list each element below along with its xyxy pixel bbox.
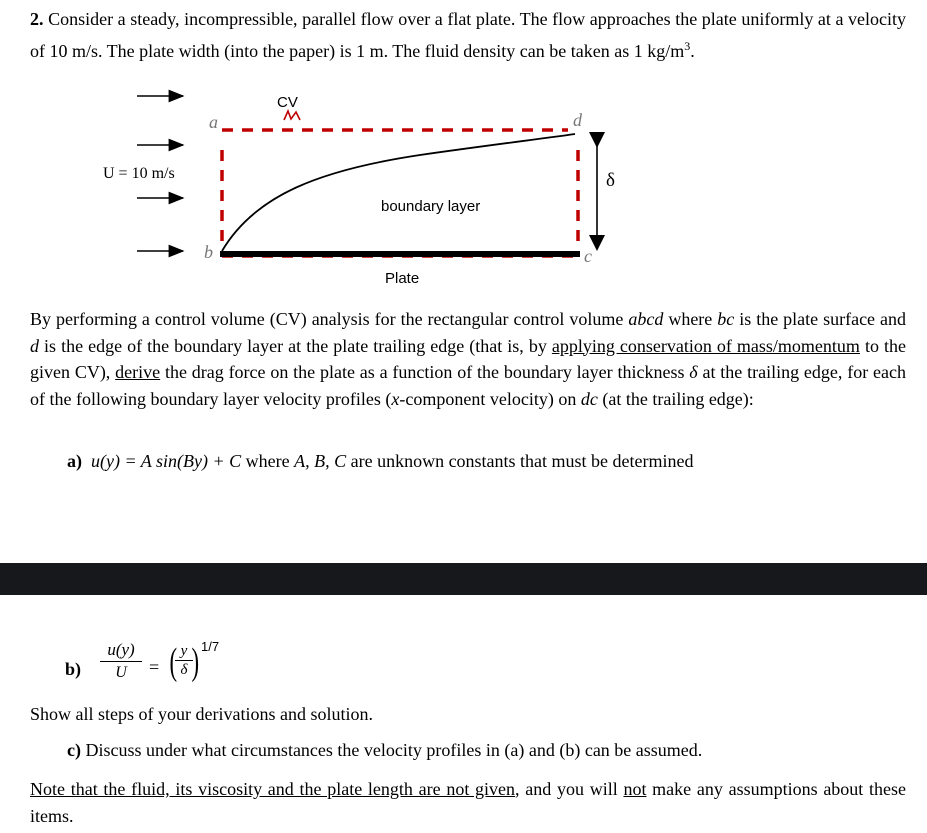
body-x: x xyxy=(391,388,400,409)
velocity-label: U = 10 m/s xyxy=(103,165,175,182)
body-bc: bc xyxy=(717,309,735,329)
flat-plate xyxy=(220,251,580,257)
intro-period: . xyxy=(690,40,695,61)
exponent: 1/7 xyxy=(201,639,220,654)
show-steps-line: Show all steps of your derivations and solution. xyxy=(30,704,373,724)
lhs-numerator: u(y) xyxy=(107,640,135,659)
corner-a-label: a xyxy=(209,112,218,132)
rhs-numerator: y xyxy=(180,643,188,659)
boundary-layer-curve xyxy=(222,134,575,251)
cv-pointer-icon xyxy=(284,111,300,120)
right-paren: ) xyxy=(191,641,200,683)
part-a-text: where xyxy=(241,451,295,471)
part-c xyxy=(67,740,702,761)
part-b xyxy=(65,636,285,696)
body-dc: dc xyxy=(580,388,598,409)
corner-b-label: b xyxy=(204,242,213,262)
body-text: By performing a control volume (CV) analysis for the rectangular control volume xyxy=(30,309,629,329)
body-d: d xyxy=(30,335,39,356)
delta-label: δ xyxy=(606,170,615,191)
rhs-denominator: δ xyxy=(180,662,188,678)
note-paragraph xyxy=(30,776,906,829)
cv-label: CV xyxy=(277,94,298,111)
note-underlined: Note that the fluid, its viscosity and the plate length are not given xyxy=(30,779,516,799)
body-delta: δ xyxy=(689,362,698,382)
body-text: where xyxy=(663,309,718,329)
corner-c-label: c xyxy=(584,246,592,266)
corner-d-label: d xyxy=(573,110,582,130)
plate-label: Plate xyxy=(385,270,420,287)
underlined-conservation: applying conservation of mass/momentum xyxy=(551,335,860,356)
problem-number: 2. xyxy=(30,9,44,29)
underlined-derive: derive xyxy=(115,362,161,382)
note-text: , and you will xyxy=(515,779,624,799)
part-c-label: c) xyxy=(67,740,81,760)
part-a-constants: A, B, C xyxy=(294,451,347,471)
body-text: is the edge of the boundary layer at the plate trailing edge (that is, by xyxy=(39,335,552,356)
body-text: (at the trailing edge): xyxy=(597,388,754,409)
part-a-text: are unknown constants that must be determined xyxy=(346,451,694,471)
part-b-label: b) xyxy=(65,659,82,679)
density-exponent: 3 xyxy=(684,38,691,53)
lhs-fraction xyxy=(98,640,144,683)
part-a xyxy=(67,451,694,472)
note-not: not xyxy=(623,779,647,799)
part-a-label: a) xyxy=(67,451,82,471)
rhs-fraction xyxy=(175,642,193,679)
cv-analysis-paragraph xyxy=(30,306,906,412)
control-volume-boundary xyxy=(222,130,578,256)
body-text: the drag force on the plate as a function of the boundary layer thickness xyxy=(160,362,690,382)
control-volume-figure xyxy=(0,0,927,300)
boundary-layer-label: boundary layer xyxy=(381,198,481,215)
part-a-equation: u(y) = A sin(By) + C xyxy=(91,451,242,471)
left-paren: ( xyxy=(169,641,178,683)
body-text: is the plate surface and xyxy=(734,309,906,329)
body-text: to the given CV), xyxy=(30,335,906,382)
note-text: make any assumptions about these items. xyxy=(30,779,907,826)
problem-intro: Consider a steady, incompressible, parallel flow over a flat plate. The flow approaches the plate uniformly at a velocity of 10 m/s. The plate width (into the paper) is 1 m. The fluid density can be taken as 1 kg/m xyxy=(30,9,906,61)
lhs-denominator: U xyxy=(115,664,127,681)
redaction-bar xyxy=(0,563,927,595)
fraction-bar xyxy=(100,661,142,662)
body-abcd: abcd xyxy=(628,309,664,329)
equals-sign: = xyxy=(149,657,160,677)
part-c-text: Discuss under what circumstances the velocity profiles in (a) and (b) can be assumed. xyxy=(85,740,703,760)
body-text: -component velocity) on xyxy=(399,388,581,409)
body-text: at the trailing edge, for each of the following boundary layer velocity profiles ( xyxy=(30,362,906,409)
